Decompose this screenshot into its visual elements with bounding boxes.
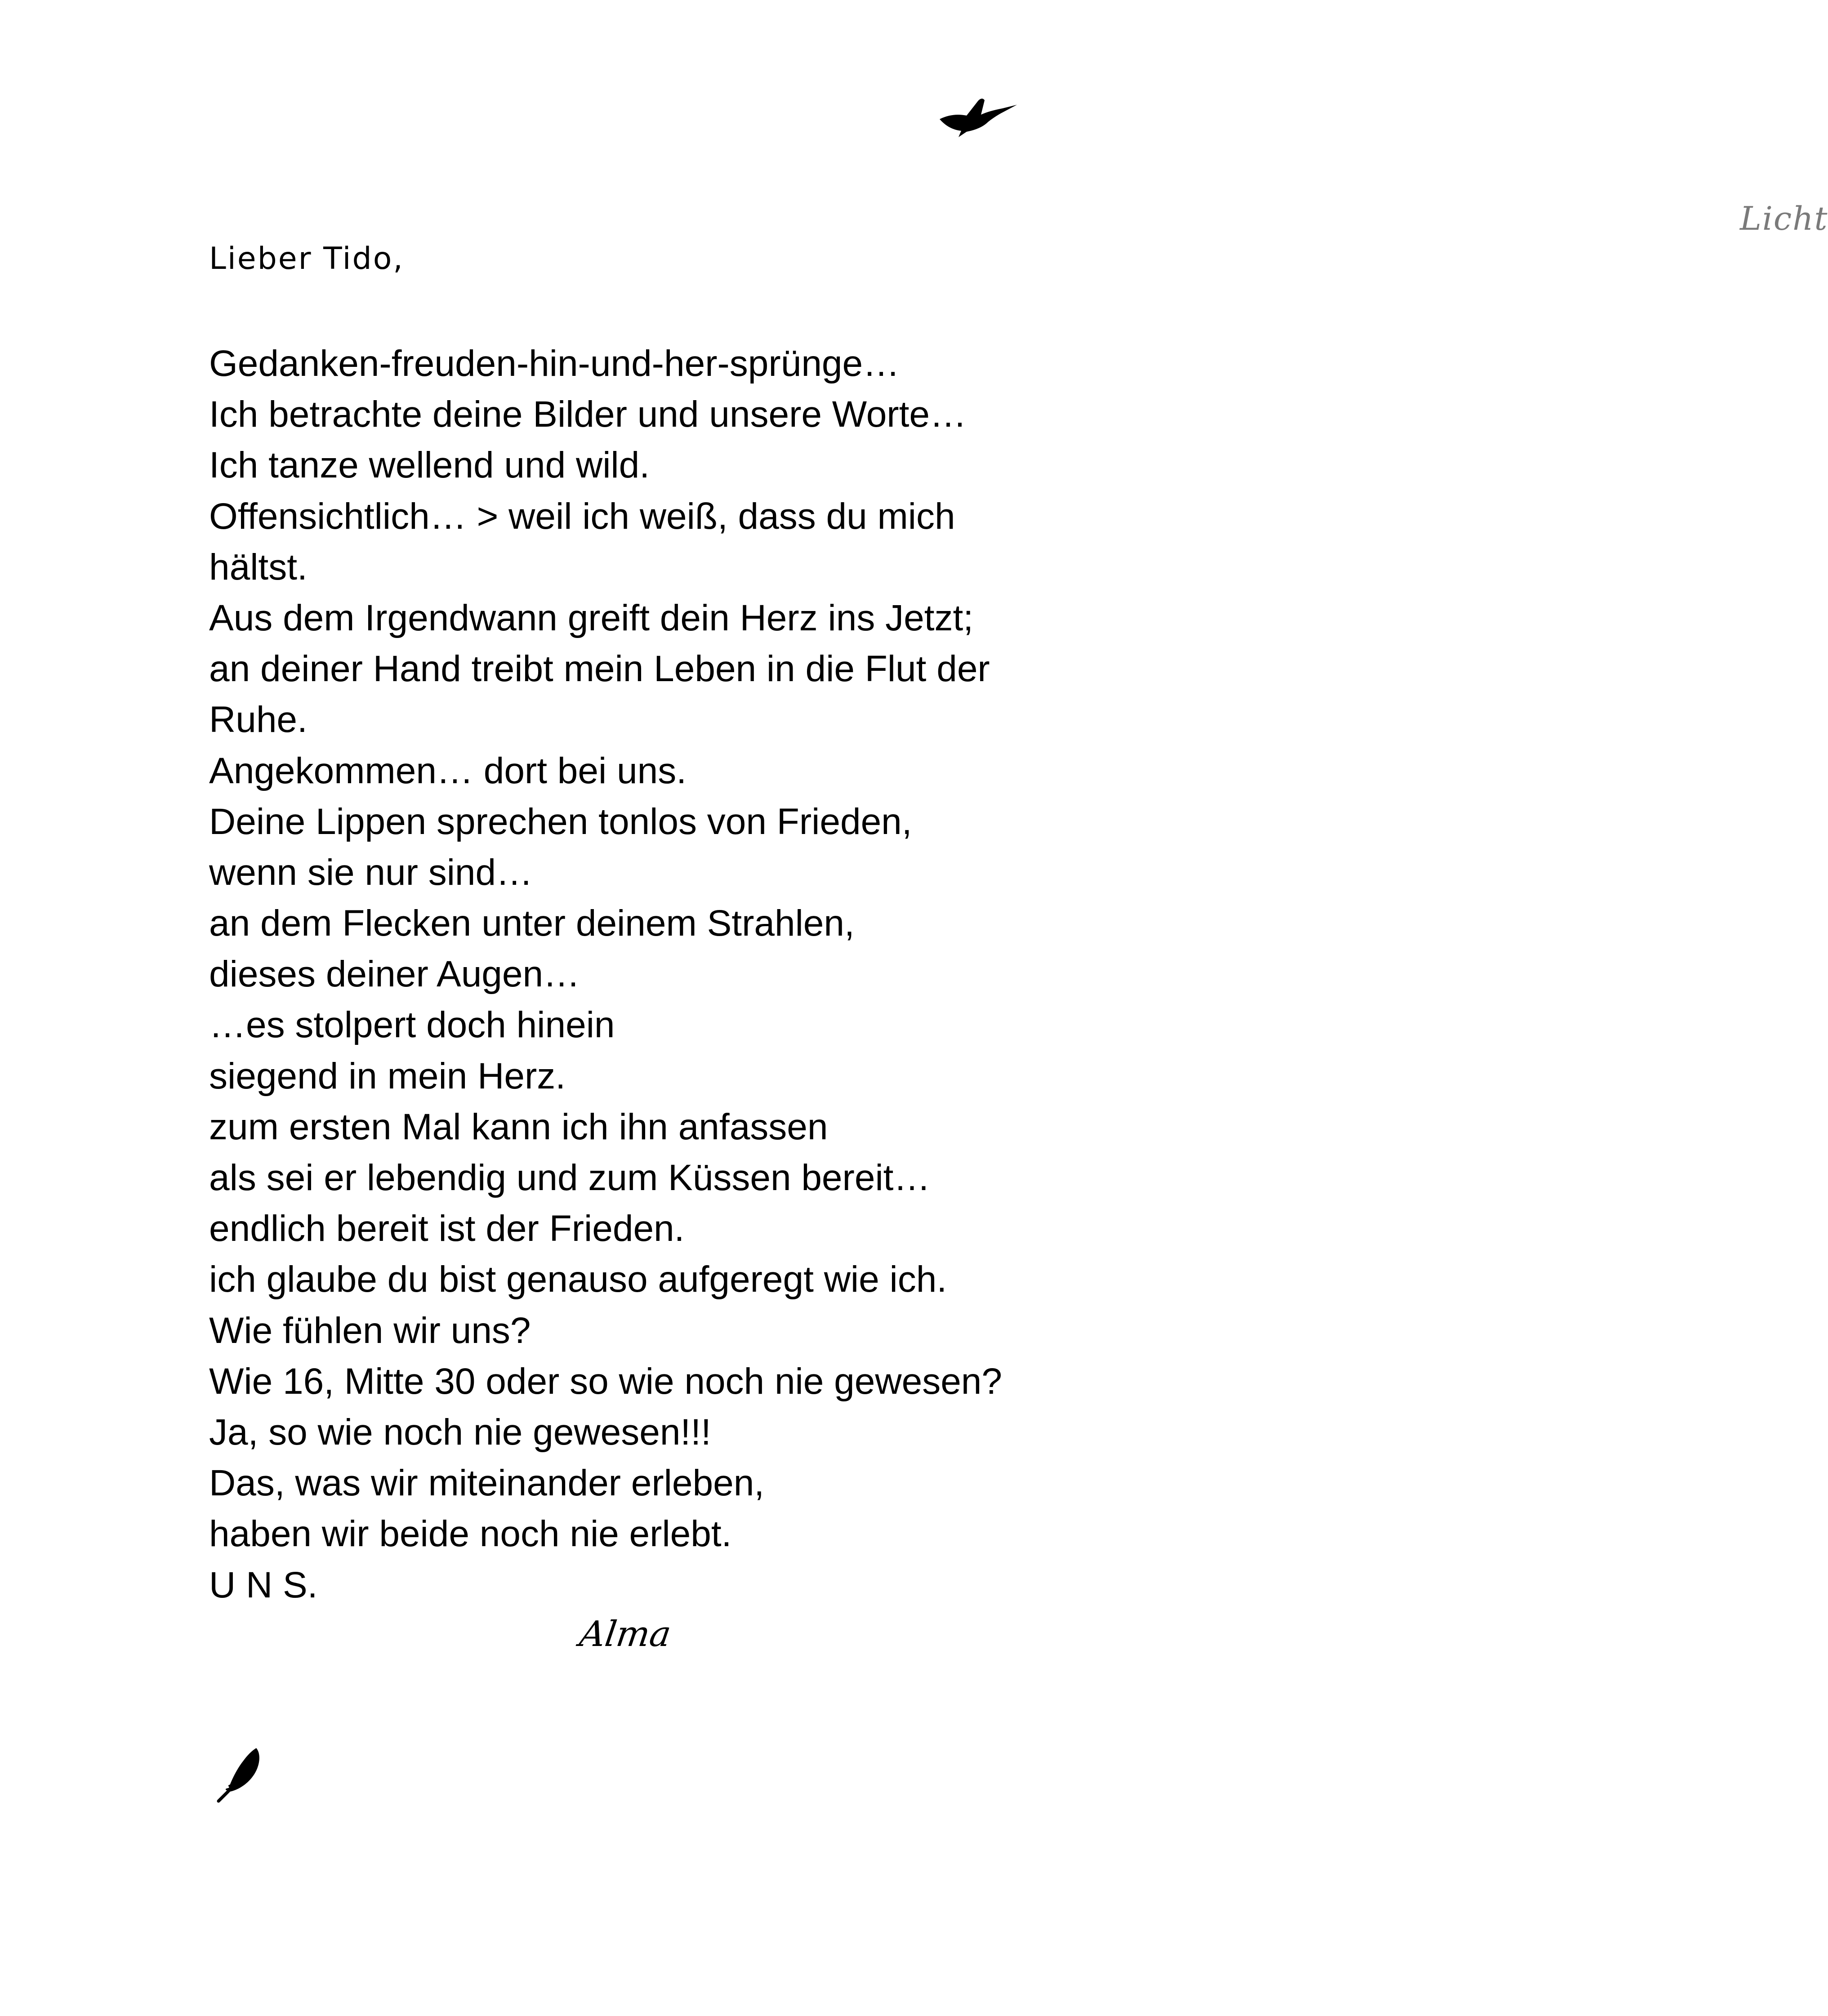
letter-line: Gedanken-freuden-hin-und-her-sprünge… — [209, 343, 900, 384]
letter-line: Ich betrachte deine Bilder und unsere Worte… — [209, 394, 967, 435]
letter-line: Aus dem Irgendwann greift dein Herz ins Jetzt; — [209, 597, 974, 638]
letter-line: an dem Flecken unter deinem Strahlen, — [209, 903, 855, 944]
salutation: Lieber Tido, — [209, 241, 404, 277]
letter-line: dieses deiner Augen… — [209, 954, 580, 995]
letter-line: wenn sie nur sind… — [209, 852, 533, 893]
signature: Alma — [577, 1614, 674, 1655]
letter-line: Das, was wir miteinander erleben, — [209, 1463, 765, 1504]
letter-line: zum ersten Mal kann ich ihn anfassen — [209, 1106, 828, 1147]
header-word: Licht — [1740, 200, 1828, 237]
letter-line: ich glaube du bist genauso aufgeregt wie ich. — [209, 1259, 947, 1300]
letter-line: endlich bereit ist der Frieden. — [209, 1208, 685, 1249]
letter-line: Ruhe. — [209, 699, 308, 740]
letter-line: hältst. — [209, 546, 308, 588]
hummingbird-icon — [935, 92, 1018, 139]
letter-body — [209, 338, 1108, 1610]
letter-line: siegend in mein Herz. — [209, 1055, 566, 1097]
letter-line: Deine Lippen sprechen tonlos von Frieden, — [209, 801, 912, 842]
letter-line: Ich tanze wellend und wild. — [209, 445, 650, 486]
letter-line: Wie fühlen wir uns? — [209, 1310, 531, 1351]
letter-line: …es stolpert doch hinein — [209, 1004, 615, 1046]
letter-line: U N S. — [209, 1564, 318, 1606]
letter-line: Wie 16, Mitte 30 oder so wie noch nie gewesen? — [209, 1360, 1003, 1402]
letter-line: als sei er lebendig und zum Küssen bereit… — [209, 1157, 931, 1198]
letter-line: Ja, so wie noch nie gewesen!!! — [209, 1411, 711, 1453]
letter-line: Offensichtlich… > weil ich weiß, dass du mich — [209, 495, 955, 537]
letter-line: haben wir beide noch nie erlebt. — [209, 1513, 732, 1555]
letter-line: Angekommen… dort bei uns. — [209, 750, 687, 791]
feather-icon — [215, 1744, 264, 1803]
letter-line: an deiner Hand treibt mein Leben in die Flut der — [209, 648, 990, 690]
